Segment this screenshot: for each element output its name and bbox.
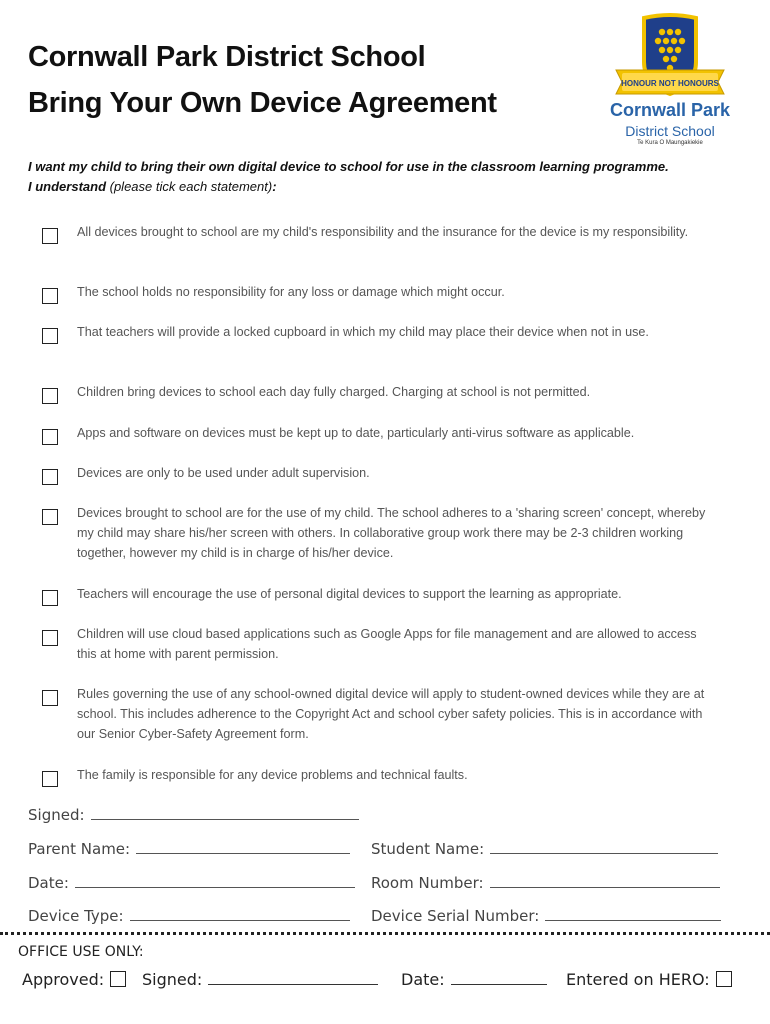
office-approved (22, 970, 126, 989)
intro-text (28, 157, 728, 197)
device-type-label: Device Type: (28, 907, 124, 925)
office-signed-label: Signed: (142, 970, 203, 989)
statement-text: That teachers will provide a locked cupboard in which my child may place their device when not in use. (77, 325, 649, 339)
understand-hint: (please tick each statement) (106, 179, 273, 194)
room-number-field (371, 873, 720, 892)
device-serial-input[interactable] (545, 906, 721, 921)
intro-line: I want my child to bring their own digital device to school for use in the classroom learning programme. (28, 159, 669, 174)
room-number-label: Room Number: (371, 874, 484, 892)
room-number-input[interactable] (490, 873, 720, 888)
date-label: Date: (28, 874, 69, 892)
date-input[interactable] (75, 873, 355, 888)
statement-text: Apps and software on devices must be kept up to date, particularly anti-virus software as applicable. (77, 426, 635, 440)
office-use-label: OFFICE USE ONLY: (18, 944, 144, 960)
device-type-input[interactable] (130, 906, 350, 921)
date-field (28, 873, 355, 892)
approved-label: Approved: (22, 970, 105, 989)
statement-checkbox[interactable] (42, 288, 58, 304)
device-serial-field (371, 906, 721, 925)
statement-text: Rules governing the use of any school-owned digital device will apply to student-owned devices while they are at school. This includes adherence to the Copyright Act and school cyber safety policies. This is in accordance with our Senior Cyber-Safety Agreement form. (77, 687, 705, 741)
office-signed (142, 970, 378, 989)
signed-label: Signed: (28, 806, 85, 824)
parent-name-field (28, 839, 350, 858)
statement-text: Teachers will encourage the use of personal digital devices to support the learning as appropriate. (77, 587, 622, 601)
title-line-1: Cornwall Park District School (28, 41, 426, 73)
office-signed-input[interactable] (208, 970, 378, 985)
hero-label: Entered on HERO: (566, 970, 710, 989)
signed-input[interactable] (91, 805, 359, 820)
statement-checkbox[interactable] (42, 388, 58, 404)
statement-text: The school holds no responsibility for any loss or damage which might occur. (77, 285, 505, 299)
statement-text: Devices brought to school are for the use of my child. The school adheres to a 'sharing screen' concept, whereby my child may share his/her screen with others. In collaborative group work there may be 2-3 children working together, however my child is in charge of his/her device. (77, 506, 706, 560)
statement-text: Devices are only to be used under adult supervision. (77, 466, 370, 480)
statement-text: The family is responsible for any device problems and technical faults. (77, 768, 468, 782)
statement-checkbox[interactable] (42, 690, 58, 706)
statement-checkbox[interactable] (42, 328, 58, 344)
parent-name-label: Parent Name: (28, 840, 131, 858)
statement-text: Children will use cloud based applications such as Google Apps for file management and are allowed to access this at home with parent permission. (77, 627, 697, 661)
statement-checkbox[interactable] (42, 630, 58, 646)
shield-icon (608, 10, 732, 102)
approved-checkbox[interactable] (110, 971, 126, 987)
signed-field (28, 805, 359, 824)
device-type-field (28, 906, 350, 925)
office-date (401, 970, 547, 989)
office-divider (0, 932, 770, 935)
office-date-input[interactable] (451, 970, 547, 985)
statement-checkbox[interactable] (42, 469, 58, 485)
statement-text: Children bring devices to school each day fully charged. Charging at school is not permitted. (77, 385, 591, 399)
understand-label: I understand (28, 179, 107, 194)
statement-checkbox[interactable] (42, 429, 58, 445)
understand-line (28, 177, 728, 197)
logo-motto: Te Kura O Maungakiekie (637, 140, 703, 146)
student-name-label: Student Name: (371, 840, 485, 858)
office-hero (566, 970, 732, 989)
statement-checkbox[interactable] (42, 509, 58, 525)
logo-subtitle: District School (625, 123, 715, 139)
logo-banner: HONOUR NOT HONOURS (621, 79, 719, 88)
statement-text: All devices brought to school are my child's responsibility and the insurance for the device is my responsibility. (77, 225, 689, 239)
device-serial-label: Device Serial Number: (371, 907, 540, 925)
student-name-input[interactable] (490, 839, 718, 854)
office-date-label: Date: (401, 970, 445, 989)
page-title (28, 34, 497, 126)
statement-checkbox[interactable] (42, 590, 58, 606)
student-name-field (371, 839, 718, 858)
title-line-2: Bring Your Own Device Agreement (28, 87, 497, 119)
hero-checkbox[interactable] (716, 971, 732, 987)
school-logo (590, 10, 750, 150)
logo-name: Cornwall Park (609, 100, 731, 120)
statement-checkbox[interactable] (42, 228, 58, 244)
statement-checkbox[interactable] (42, 771, 58, 787)
parent-name-input[interactable] (136, 839, 350, 854)
understand-colon: : (272, 179, 277, 194)
